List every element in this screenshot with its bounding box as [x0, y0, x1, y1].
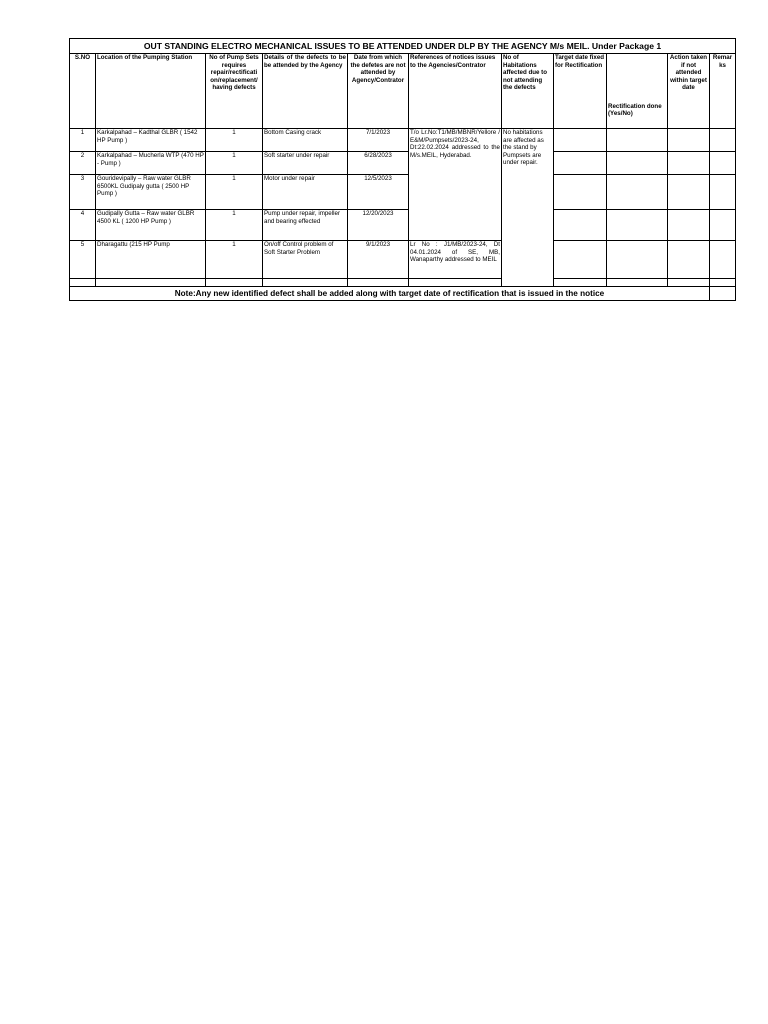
row-references: Lr No : J1/MB/2023-24, Dt 04.01.2024 of SE, MB, Wanaparthy addressed to MEIL — [409, 241, 502, 279]
row-details: On/off Control problem of Soft Starter Problem — [263, 241, 348, 279]
row-sno: 1 — [70, 129, 96, 152]
row-habitations: No habitations are affected as the stand by Pumpsets are under repair. — [502, 129, 554, 287]
table-row — [70, 175, 736, 210]
row-pumps: 1 — [206, 210, 263, 241]
row-rectification — [607, 152, 668, 175]
row-date: 9/1/2023 — [348, 241, 409, 279]
table-row — [70, 210, 736, 241]
empty-row — [70, 279, 736, 287]
row-location: Dharagattu (215 HP Pump — [96, 241, 206, 279]
row-sno: 5 — [70, 241, 96, 279]
header-target: Target date fixed for Rectification — [554, 54, 607, 129]
header-habitations: No of Habitations affected due to not attending the defects — [502, 54, 554, 129]
row-location: Gouridevipally – Raw water GLBR 6500KL Gudipaly gutta ( 2500 HP Pump ) — [96, 175, 206, 210]
row-date: 7/1/2023 — [348, 129, 409, 152]
header-action: Action taken if not attended within target date — [668, 54, 710, 129]
table-row — [70, 129, 736, 152]
row-rectification — [607, 175, 668, 210]
header-rectification: Rectification done (Yes/No) — [607, 54, 668, 129]
header-row — [70, 54, 736, 129]
row-location: Gudipally Gutta – Raw water GLBR 4500 KL ( 1200 HP Pump ) — [96, 210, 206, 241]
row-rectification — [607, 129, 668, 152]
row-details: Bottom Casing crack — [263, 129, 348, 152]
row-action — [668, 152, 710, 175]
row-pumps: 1 — [206, 129, 263, 152]
row-target — [554, 175, 607, 210]
row-location: Karkalpahad – Mucherla WTP (470 HP - Pump ) — [96, 152, 206, 175]
row-details: Pump under repair, impeller and bearing effected — [263, 210, 348, 241]
row-remarks — [710, 152, 736, 175]
row-rectification — [607, 241, 668, 279]
row-pumps: 1 — [206, 152, 263, 175]
row-action — [668, 129, 710, 152]
row-action — [668, 210, 710, 241]
row-pumps: 1 — [206, 241, 263, 279]
row-references: T/o Lr.No:T1/MB/MBNR/Yellore / E&M/Pumpsets/2023-24, Dt:22.02.2024 addressed to the M/s.MEIL, Hyderabad. — [409, 129, 502, 241]
row-remarks — [710, 241, 736, 279]
row-date: 12/5/2023 — [348, 175, 409, 210]
row-date: 6/28/2023 — [348, 152, 409, 175]
header-remarks: Remar ks — [710, 54, 736, 129]
row-rectification — [607, 210, 668, 241]
table-row — [70, 241, 736, 279]
header-date: Date from which the defetes are not attended by Agency/Contrator — [348, 54, 409, 129]
row-remarks — [710, 129, 736, 152]
row-action — [668, 241, 710, 279]
header-details: Details of the defects to be be attended by the Agency — [263, 54, 348, 129]
row-details: Soft starter under repair — [263, 152, 348, 175]
row-sno: 2 — [70, 152, 96, 175]
outstanding-issues-table — [69, 38, 736, 301]
note-row — [70, 287, 736, 301]
row-pumps: 1 — [206, 175, 263, 210]
row-action — [668, 175, 710, 210]
row-date: 12/20/2023 — [348, 210, 409, 241]
header-references: References of notices issues to the Agencies/Contrator — [409, 54, 502, 129]
table-title: OUT STANDING ELECTRO MECHANICAL ISSUES TO BE ATTENDED UNDER DLP BY THE AGENCY M/s MEIL. Under Package 1 — [70, 39, 736, 54]
header-pumps: No of Pump Sets requires repair/rectificati on/replacement/ having defects — [206, 54, 263, 129]
row-target — [554, 241, 607, 279]
table-row — [70, 152, 736, 175]
row-remarks — [710, 210, 736, 241]
row-remarks — [710, 175, 736, 210]
note-text: Note:Any new identified defect shall be added along with target date of rectification that is issued in the notice — [70, 287, 710, 301]
header-location: Location of the Pumping Station — [96, 54, 206, 129]
row-sno: 4 — [70, 210, 96, 241]
row-sno: 3 — [70, 175, 96, 210]
row-target — [554, 129, 607, 152]
row-target — [554, 152, 607, 175]
row-location: Karkalpahad – Kadthal GLBR ( 1542 HP Pump ) — [96, 129, 206, 152]
row-target — [554, 210, 607, 241]
row-details: Motor under repair — [263, 175, 348, 210]
header-sno: S.NO — [70, 54, 96, 129]
